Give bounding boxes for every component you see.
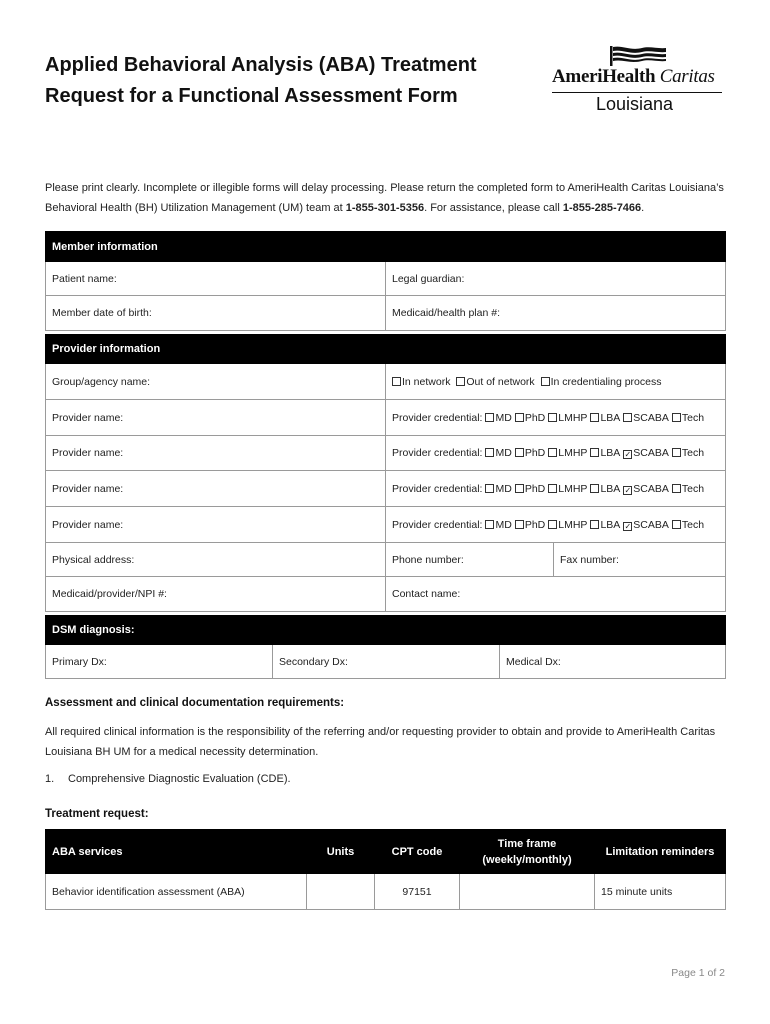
secondary-dx-field[interactable]: Secondary Dx: [273,645,500,679]
md-credential-checkbox[interactable] [485,413,494,422]
logo-brand-text: AmeriHealth Caritas [552,66,715,87]
scaba-credential-checkbox[interactable]: ✓ [624,450,632,459]
primary-dx-field[interactable]: Primary Dx: [46,645,273,679]
scaba-credential-label: SCABA [633,518,669,531]
tech-credential-checkbox[interactable] [672,484,681,493]
tech-credential-checkbox[interactable] [672,448,681,457]
assessment-heading: Assessment and clinical documentation requirements: [45,697,345,709]
phd-credential-checkbox[interactable] [515,413,524,422]
provider-credential-options [386,471,726,507]
tech-credential-label: Tech [681,447,705,459]
treatment-request-table [45,829,726,910]
intro-instructions: Please print clearly. Incomplete or illegible forms will delay processing. Please return the completed form to AmeriHealth Caritas Louisiana’s Behavioral Health (BH) Utilization Management (UM) team at 1-855-301-5356. For assistance, please call 1-855-285-7466. [45,182,724,214]
provider-credential-options [386,400,726,436]
provider-credential-options [386,436,726,471]
assistance-phone-number: 1-855-285-7466 [562,202,642,214]
time-frame-input-cell[interactable] [460,874,595,910]
scaba-credential-checkbox[interactable] [623,413,632,422]
md-credential-label: MD [495,518,512,531]
tech-credential-label: Tech [681,518,705,531]
out-of-network-checkbox[interactable] [456,377,465,386]
scaba-credential-label: SCABA [633,447,669,459]
lba-credential-label: LBA [600,518,621,531]
lmhp-credential-checkbox[interactable] [548,448,557,457]
npi-field[interactable]: Medicaid/provider/NPI #: [46,577,386,612]
lba-credential-checkbox[interactable] [590,413,599,422]
physical-address-field[interactable]: Physical address: [46,543,386,577]
medical-dx-field[interactable]: Medical Dx: [500,645,726,679]
form-title [45,50,525,112]
provider-credential-options [386,507,726,543]
list-item [45,773,291,785]
logo-state: Louisiana [596,94,674,114]
provider-credential-label: Provider credential: [392,447,483,459]
md-credential-checkbox[interactable] [485,520,494,529]
lmhp-credential-label: LMHP [558,411,588,424]
list-item-number: 1. [45,773,55,785]
provider-row [46,507,726,543]
provider-name-field[interactable]: Provider name: [46,400,386,436]
member-information-table [45,231,726,331]
lba-credential-label: LBA [600,411,621,424]
phd-credential-label: PhD [524,447,546,459]
lmhp-credential-label: LMHP [558,518,588,531]
provider-row [46,400,726,436]
lba-credential-checkbox[interactable] [590,484,599,493]
md-credential-label: MD [495,447,512,459]
column-header-aba-services: ABA services [46,830,307,874]
lba-credential-label: LBA [600,447,621,459]
tech-credential-checkbox[interactable] [672,520,681,529]
scaba-credential-checkbox[interactable]: ✓ [624,485,632,495]
provider-credential-label: Provider credential: [392,482,483,495]
lba-credential-label: LBA [600,482,621,495]
provider-credential-label: Provider credential: [392,518,483,531]
phd-credential-checkbox[interactable] [515,484,524,493]
phd-credential-label: PhD [524,482,546,495]
phd-credential-label: PhD [524,518,546,531]
tech-credential-label: Tech [681,482,705,495]
provider-information-table [45,334,726,612]
lmhp-credential-checkbox[interactable] [548,413,557,422]
assessment-text: All required clinical information is the responsibility of the referring and/or requesting provider to obtain and provide to AmeriHealth Caritas Louisiana BH UM for a medical necessity determination. [45,726,716,758]
page-number: Page 1 of 2 [671,967,725,979]
column-header-units: Units [307,830,375,874]
network-status-options: In network Out of network In credentialing process [386,364,726,400]
member-information-header: Member information [46,232,726,262]
legal-guardian-field[interactable]: Legal guardian: [386,262,726,296]
column-header-cpt-code: CPT code [375,830,460,874]
cpt-code-cell: 97151 [375,874,460,910]
provider-information-header: Provider information [46,335,726,364]
group-agency-field[interactable]: Group/agency name: [46,364,386,400]
phd-credential-checkbox[interactable] [515,448,524,457]
provider-name-field[interactable]: Provider name: [46,507,386,543]
limitation-cell: 15 minute units [595,874,726,910]
lba-credential-checkbox[interactable] [590,520,599,529]
lba-credential-checkbox[interactable] [590,448,599,457]
in-credentialing-checkbox[interactable] [541,377,550,386]
form-title-line-1: Applied Behavioral Analysis (ABA) Treatment [45,54,477,76]
lmhp-credential-label: LMHP [558,482,588,495]
um-phone-number: 1-855-301-5356 [345,202,425,214]
form-title-line-2: Request for a Functional Assessment Form [45,85,458,107]
column-header-time-frame: Time frame (weekly/monthly) [460,830,595,874]
provider-row [46,471,726,507]
treatment-request-heading: Treatment request: [45,808,149,820]
phd-credential-checkbox[interactable] [515,520,524,529]
medicaid-plan-field[interactable]: Medicaid/health plan #: [386,296,726,331]
md-credential-label: MD [495,482,512,495]
amerihealth-caritas-logo [548,44,728,116]
list-item-text: Comprehensive Diagnostic Evaluation (CDE). [68,773,291,785]
in-network-checkbox[interactable] [392,377,401,386]
provider-credential-label: Provider credential: [392,411,483,424]
lmhp-credential-checkbox[interactable] [548,520,557,529]
units-input-cell[interactable] [307,874,375,910]
aba-service-cell: Behavior identification assessment (ABA) [46,874,307,910]
phone-number-field[interactable]: Phone number: [386,543,554,577]
scaba-credential-label: SCABA [633,482,669,495]
lmhp-credential-checkbox[interactable] [548,484,557,493]
tech-credential-checkbox[interactable] [672,413,681,422]
dsm-diagnosis-header: DSM diagnosis: [46,616,726,645]
provider-name-field[interactable]: Provider name: [46,436,386,471]
member-dob-field[interactable]: Member date of birth: [46,296,386,331]
table-row [46,874,726,910]
md-credential-checkbox[interactable] [485,448,494,457]
provider-row [46,436,726,471]
flag-icon [608,44,668,66]
phd-credential-label: PhD [524,411,546,424]
fax-number-field[interactable]: Fax number: [554,543,726,577]
contact-name-field[interactable]: Contact name: [386,577,726,612]
tech-credential-label: Tech [681,411,705,424]
logo-divider [552,92,722,93]
dsm-diagnosis-table [45,615,726,679]
patient-name-field[interactable]: Patient name: [46,262,386,296]
column-header-limitation-reminders: Limitation reminders [595,830,726,874]
scaba-credential-checkbox[interactable]: ✓ [624,521,632,531]
md-credential-checkbox[interactable] [485,484,494,493]
lmhp-credential-label: LMHP [558,447,588,459]
scaba-credential-label: SCABA [633,411,669,424]
md-credential-label: MD [495,411,512,424]
provider-name-field[interactable]: Provider name: [46,471,386,507]
